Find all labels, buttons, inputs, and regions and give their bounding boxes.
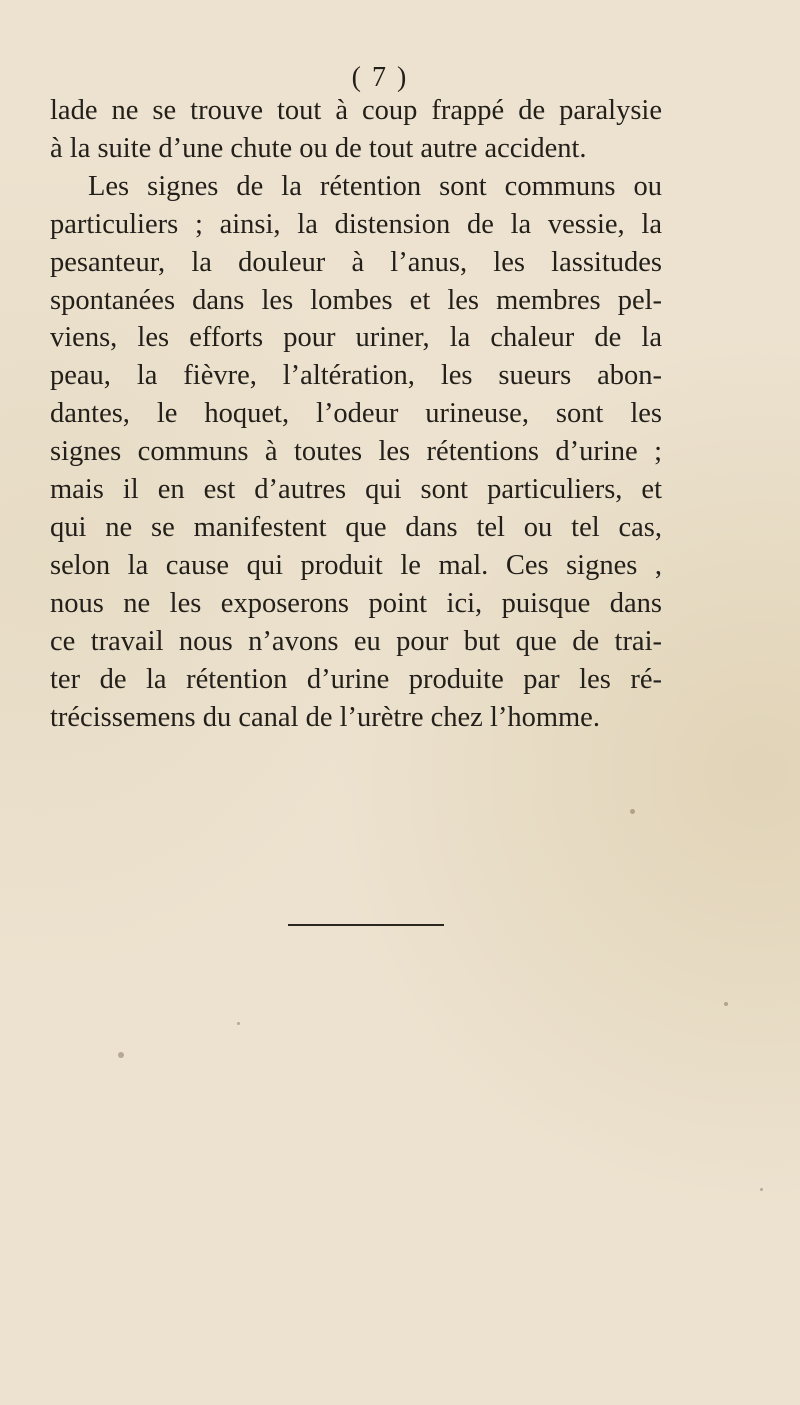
text-line: viens, les efforts pour uriner, la chaleur de la: [50, 322, 662, 354]
text-line: peau, la fièvre, l’altération, les sueurs abon-: [50, 360, 662, 392]
text-line: selon la cause qui produit le mal. Ces signes ,: [50, 549, 662, 581]
text-line: particuliers ; ainsi, la distension de la vessie, la: [50, 208, 662, 240]
text-line: nous ne les exposerons point ici, puisque dans: [50, 587, 662, 619]
body-text: [50, 92, 662, 736]
paper-speck: [118, 1052, 124, 1058]
paper-speck: [630, 809, 635, 814]
text-line: lade ne se trouve tout à coup frappé de paralysie: [50, 95, 662, 126]
paper-speck: [237, 1022, 240, 1025]
paper-speck: [724, 1002, 728, 1006]
text-line: qui ne se manifestent que dans tel ou tel cas,: [50, 511, 662, 543]
text-line: à la suite d’une chute ou de tout autre accident.: [50, 132, 587, 164]
page-number: ( 7 ): [351, 62, 409, 93]
paper-speck: [760, 1188, 763, 1191]
text-line: ce travail nous n’avons eu pour but que de trai-: [50, 625, 662, 657]
text-line: pesanteur, la douleur à l’anus, les lassitudes: [50, 246, 662, 278]
text-line: trécissemens du canal de l’urètre chez l’homme.: [50, 701, 600, 733]
text-line: spontanées dans les lombes et les membres pel-: [50, 284, 662, 316]
text-line: signes communs à toutes les rétentions d’urine ;: [50, 436, 662, 468]
text-line: dantes, le hoquet, l’odeur urineuse, sont les: [50, 398, 662, 430]
section-divider-rule: [288, 924, 444, 926]
text-line: mais il en est d’autres qui sont particuliers, et: [50, 474, 662, 506]
text-line: ter de la rétention d’urine produite par les ré-: [50, 663, 662, 695]
text-line: Les signes de la rétention sont communs ou: [88, 170, 662, 202]
